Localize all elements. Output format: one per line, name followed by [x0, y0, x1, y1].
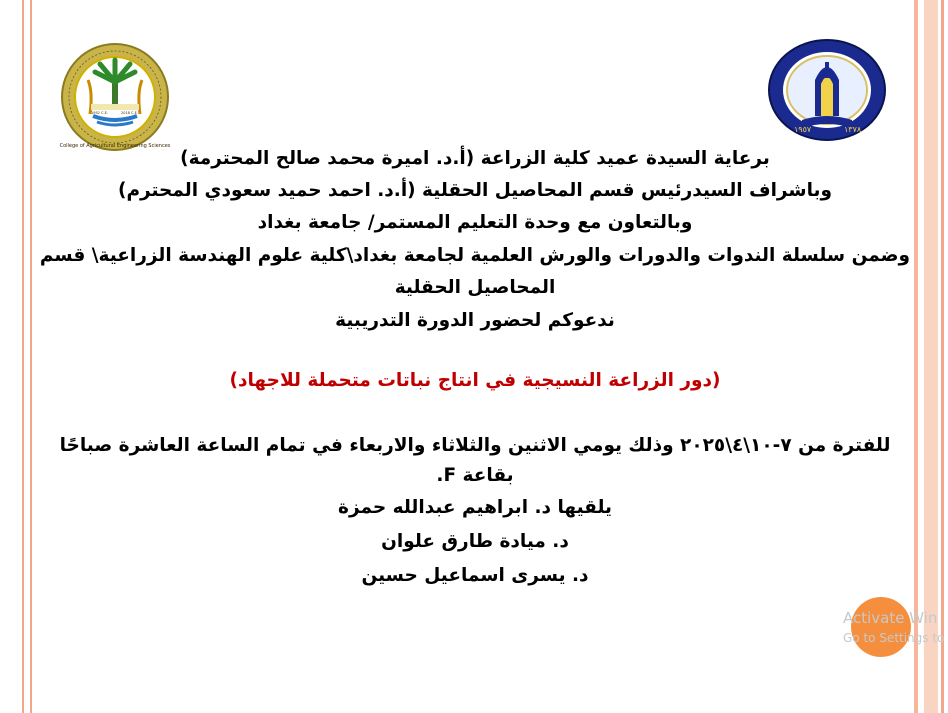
invitation-line: ندعوكم لحضور الدورة التدريبية	[335, 310, 615, 331]
left-decorative-border	[0, 0, 32, 713]
activation-watermark	[843, 608, 944, 648]
college-logo-year-left: 1952 C.E.	[91, 111, 108, 115]
venue-line: بقاعة F.	[436, 465, 514, 486]
university-logo-year-left: ١٩٥٧	[794, 125, 812, 134]
lecturer-3: د. يسرى اسماعيل حسين	[361, 565, 589, 586]
lecturer-2: د. ميادة طارق علوان	[381, 531, 569, 552]
watermark-line-1: Activate Win	[843, 609, 938, 627]
right-border-band-wide	[924, 0, 938, 713]
cooperation-line: وبالتعاون مع وحدة التعليم المستمر/ جامعة بغداد	[257, 212, 693, 233]
right-border-band-thin	[941, 0, 944, 713]
university-logo-graphic	[766, 38, 888, 142]
college-logo-year-right: 2018 C.E.	[121, 111, 138, 115]
department-line: المحاصيل الحقلية	[394, 277, 556, 298]
series-line: وضمن سلسلة الندوات والدورات والورش العلمية لجامعة بغداد\كلية علوم الهندسة الزراعية\ قسم	[39, 245, 910, 266]
schedule-line: للفترة من ٧-١٠\٤\٢٠٢٥ وذلك يومي الاثنين والثلاثاء والاربعاء في تمام الساعة العاشرة صباحًا	[59, 435, 891, 456]
course-title: (دور الزراعة النسيجية في انتاج نباتات متحملة للاجهاد)	[229, 370, 721, 391]
university-logo-year-right: ١٣٧٨	[844, 125, 862, 134]
university-logo-icon	[766, 38, 888, 142]
right-border-band	[914, 0, 918, 713]
college-logo-graphic	[55, 42, 175, 152]
watermark-line-2: Go to Settings to	[843, 631, 945, 645]
supervision-line: وباشراف السيدرئيس قسم المحاصيل الحقلية (أ.د. احمد حميد سعودي المحترم)	[117, 180, 833, 201]
college-logo-bottom-text: College of Agricultural Engineering Sciences	[59, 143, 171, 149]
lecturer-1: يلقيها د. ابراهيم عبدالله حمزة	[338, 497, 612, 518]
college-logo-icon	[55, 42, 175, 152]
right-decorative-border	[914, 0, 948, 713]
patronage-line: برعاية السيدة عميد كلية الزراعة (أ.د. اميرة محمد صالح المحترمة)	[180, 148, 770, 169]
